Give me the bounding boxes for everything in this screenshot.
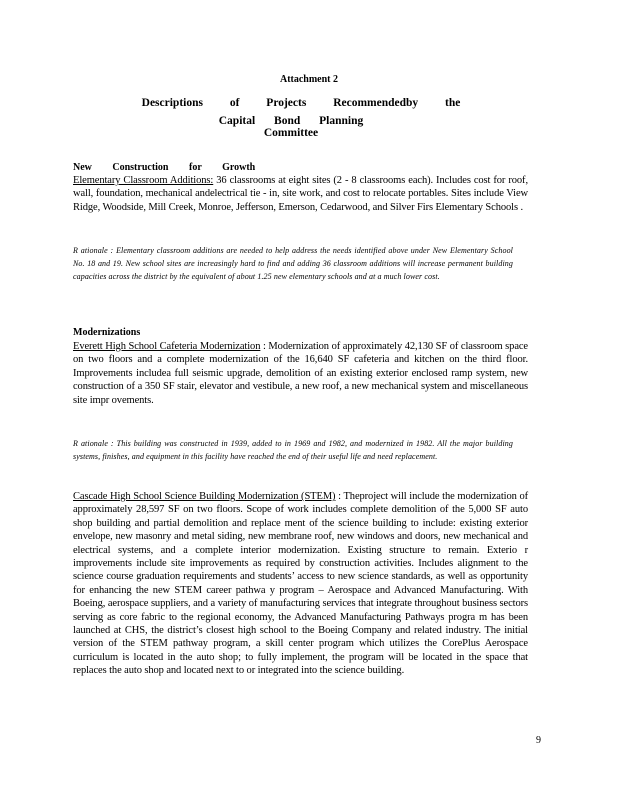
paragraph-cascade-science — [73, 490, 528, 678]
attachment-label: Attachment 2 — [279, 74, 339, 85]
item-text-cascade-science: : Theproject will include the modernization of approximately 28,597 SF on two floors. Scope of work includes complete demolition of the 5,000 SF auto shop building and partial demolition and replace ment of the science building to include: existing exterior envelope, new masonry and metal siding, new membrane roof, new windows and doors, new mechanical and electrical systems, and a complete interior modernization. Existing structure to remain. Exterio r improvements include site improvements as required by construction activities. Includes alignment to the science course graduation requirements and students’ access to new science standards, as well as opportunity for enhancing the new STEM career pathwa y program – Aerospace and Advanced Manufacturing. With Boeing, aerospace suppliers, and a variety of manufacturing services that integrate throughout business sectors serving as core fabric to the regional economy, the Advanced Manufacturing Pathways progra m has been launched at CHS, the district’s closest high school to the Boeing Company and related industry. The initial version of the STEM pathway program, a skill center program which utilizes the CorePlus Aerospace curriculum is located in the auto shop; to fully implement, the program will be located in the space that replaces the auto shop and located next to or integrated into the science building. — [73, 491, 528, 677]
page-number: 9 — [536, 735, 541, 746]
item-title-everett-cafeteria: Everett High School Cafeteria Modernization — [73, 341, 261, 352]
rationale-classroom-additions: R ationale : Elementary classroom additions are needed to help address the needs identified above under New Elementary School No. 18 and 19. New school sites are increasingly hard to find and adding 36 classroom additions will increase permanent building capacities across the district by the equivalent of about 1.25 new elementary schools and at a much lower cost. — [73, 246, 513, 282]
paragraph-everett-cafeteria — [73, 340, 528, 407]
section-heading-new-construction: New Construction for Growth — [73, 162, 256, 173]
title-line-1: Descriptions of Projects Recommendedby the — [141, 97, 461, 109]
section-heading-modernizations: Modernizations — [73, 327, 141, 338]
item-text-everett-cafeteria: : Modernization of approximately 42,130 SF of classroom space on two floors and a complete modernization of the 16,640 SF cafeteria and kitchen on the third floor. Improvements includea full seismic upgrade, demolition of an existing exterior enclosed ramp system, new construction of a 350 SF stair, elevator and vestibule, a new roof, a new mechanical system and miscellaneous site impr ovements. — [73, 341, 528, 406]
paragraph-classroom-additions — [73, 174, 528, 214]
item-text-classroom-additions: 36 classrooms at eight sites (2 - 8 classrooms each). Includes cost for roof, wall, foundation, mechanical andelectrical tie - in, site work, and cost to relocate portables. Sites include View Ridge, Woodside, Mill Creek, Monroe, Jefferson, Emerson, Cedarwood, and Silver Firs Elementary Schools . — [73, 175, 528, 213]
item-title-cascade-science: Cascade High School Science Building Modernization (STEM) — [73, 491, 336, 502]
title-line-2: Capital Bond Planning Committee — [218, 115, 364, 139]
item-title-classroom-additions: Elementary Classroom Additions: — [73, 175, 214, 186]
rationale-everett-cafeteria: R ationale : This building was constructed in 1939, added to in 1969 and 1982, and modernized in 1982. All the major building systems, finishes, and equipment in this facility have reached the end of their useful life and need replacement. — [73, 439, 513, 462]
